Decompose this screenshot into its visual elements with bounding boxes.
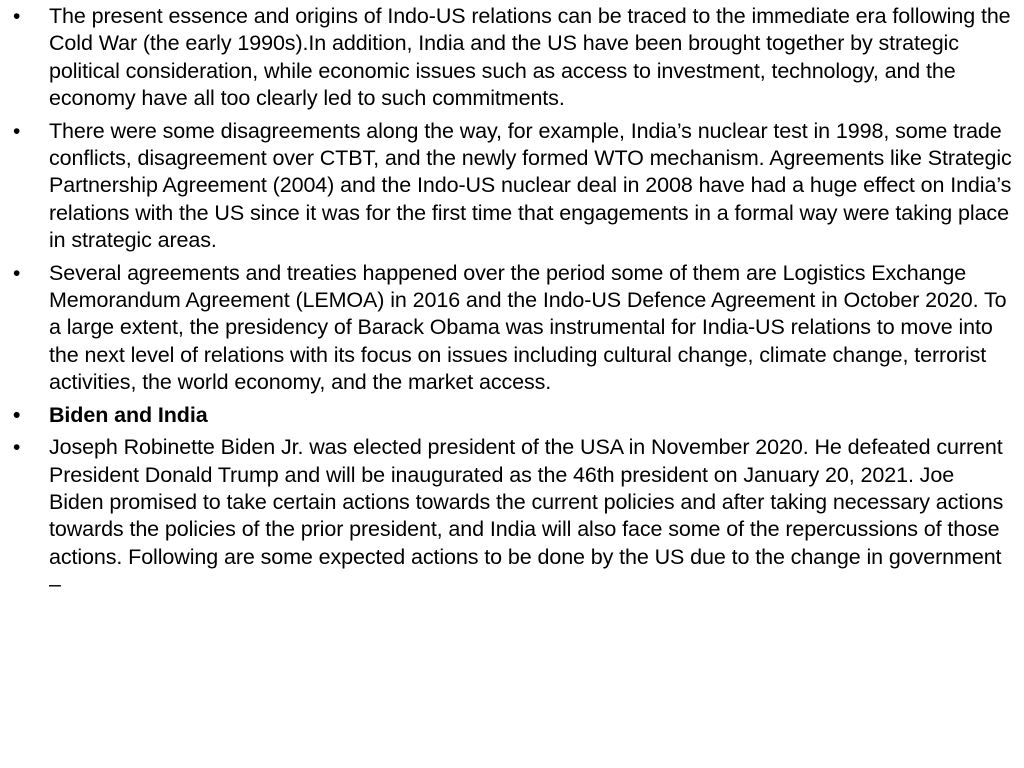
bullet-item-agreements	[13, 260, 1013, 397]
bullet-item-biden	[13, 434, 1013, 598]
bullet-item-heading	[13, 402, 1013, 429]
bullet-text: Several agreements and treaties happened over the period some of them are Logistics Exchange Memorandum Agreement (LEMOA) in 2016 and the Indo-US Defence Agreement in October 2020. To a large extent, the presidency of Barack Obama was instrumental for India-US relations to move into the next level of relations with its focus on issues including cultural change, climate change, terrorist activities, the world economy, and the market access.	[49, 260, 1007, 395]
bullet-item-origins	[13, 3, 1013, 113]
section-heading: Biden and India	[49, 402, 208, 427]
bullet-text: There were some disagreements along the way, for example, India’s nuclear test in 1998, some trade conflicts, disagreement over CTBT, and the newly formed WTO mechanism. Agreements like Strategic Partnership Agreement (2004) and the Indo-US nuclear deal in 2008 have had a huge effect on India’s relations with the US since it was for the first time that engagements in a formal way were taking place in strategic areas.	[49, 118, 1012, 253]
bullet-list	[13, 3, 1013, 604]
bullet-text: The present essence and origins of Indo-US relations can be traced to the immediate era following the Cold War (the early 1990s).In addition, India and the US have been brought together by strategic political consideration, while economic issues such as access to investment, technology, and the economy have all too clearly led to such commitments.	[49, 4, 1011, 111]
bullet-item-disagreements	[13, 118, 1013, 255]
bullet-text: Joseph Robinette Biden Jr. was elected president of the USA in November 2020. He defeated current President Donald Trump and will be inaugurated as the 46th president on January 20, 2021. Joe Biden promised to take certain actions towards the current policies and after taking necessary actions towards the policies of the prior president, and India will also face some of the repercussions of those actions. Following are some expected actions to be done by the US due to the change in government –	[49, 435, 1004, 597]
